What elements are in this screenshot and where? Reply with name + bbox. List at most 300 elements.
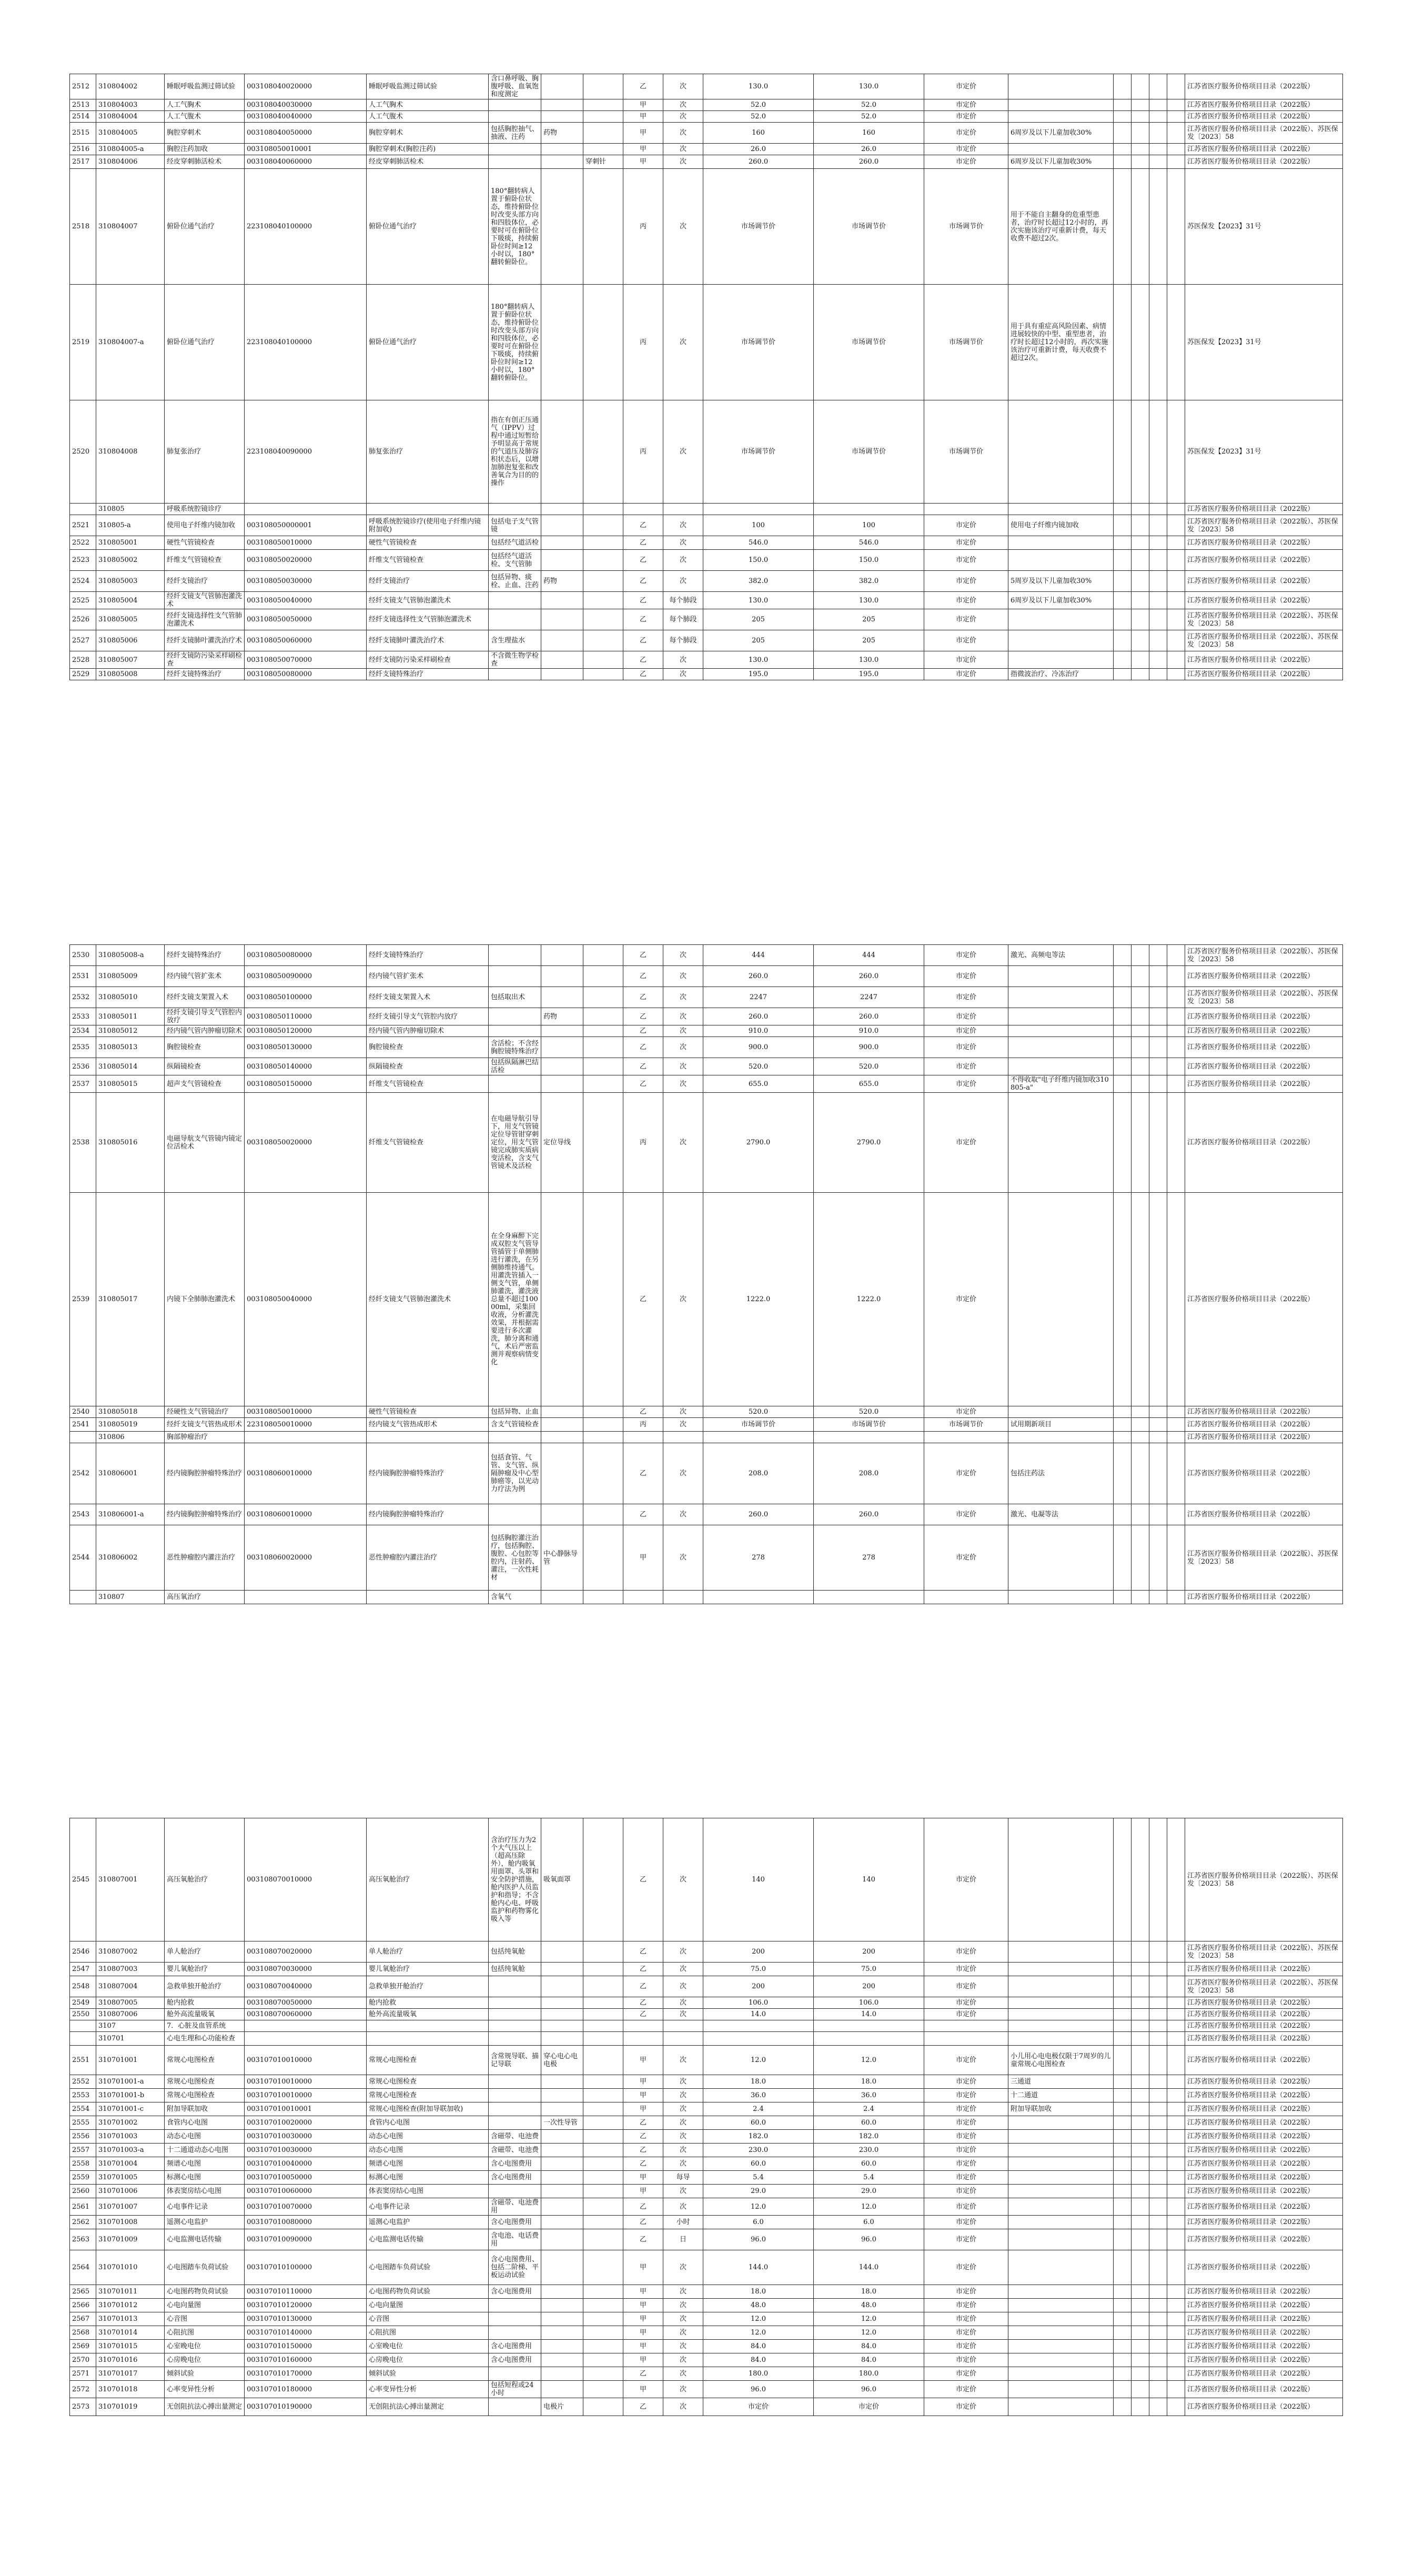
cell-name: 倾斜试验 [165, 2367, 245, 2381]
cell-cc: 003107010010001 [245, 2102, 367, 2116]
cell-code: 310807004 [96, 1976, 165, 1997]
cell-no: 2536 [70, 1058, 96, 1075]
cell-cname: 经内镜气管扩张术 [367, 966, 489, 987]
cell-e3 [1149, 2171, 1167, 2185]
cell-cname: 经皮穿刺肺活检术 [367, 155, 489, 169]
table-row [70, 285, 1343, 400]
cell-type: 市定价 [924, 1976, 1008, 1997]
cell-cname: 心室晚电位 [367, 2340, 489, 2353]
cell-p1: 195.0 [703, 669, 814, 680]
cell-p2: 48.0 [814, 2299, 924, 2312]
cell-e1 [1114, 2171, 1132, 2185]
cell-e3 [1149, 111, 1167, 123]
cell-unit: 次 [663, 987, 703, 1008]
cell-p1: 52.0 [703, 111, 814, 123]
cell-e3 [1149, 2398, 1167, 2416]
cell-exc [541, 1504, 583, 1525]
cell-exc: 电极片 [541, 2398, 583, 2416]
cell-content [489, 1008, 541, 1025]
cell-content: 不含微生物学检查 [489, 651, 541, 669]
cell-code: 310805019 [96, 1418, 165, 1432]
cell-e3 [1149, 2326, 1167, 2340]
cell-remark [1008, 2340, 1114, 2353]
cell-remark: 激光、电凝等法 [1008, 1504, 1114, 1525]
cell-p1: 12.0 [703, 2312, 814, 2326]
cell-p1: 106.0 [703, 1997, 814, 2009]
cell-e3 [1149, 1504, 1167, 1525]
cell-p1: 市场调节价 [703, 400, 814, 504]
cell-e2 [1132, 592, 1149, 609]
cell-type: 市定价 [924, 1025, 1008, 1037]
cell-unit_note [583, 592, 623, 609]
cell-e1 [1114, 571, 1132, 592]
cell-no: 2527 [70, 630, 96, 651]
cell-e3 [1149, 1406, 1167, 1418]
cell-p2: 18.0 [814, 2285, 924, 2299]
cell-type: 市场调节价 [924, 400, 1008, 504]
cell-type: 市定价 [924, 2089, 1008, 2102]
cell-e1 [1114, 1963, 1132, 1976]
cell-p2: 60.0 [814, 2116, 924, 2130]
cell-name: 心阻抗图 [165, 2326, 245, 2340]
cell-e3 [1149, 2144, 1167, 2157]
cell-p2: 14.0 [814, 2009, 924, 2020]
cell-e1 [1114, 144, 1132, 155]
cell-code: 310805012 [96, 1025, 165, 1037]
cell-type: 市定价 [924, 1075, 1008, 1093]
cell-code: 310805005 [96, 609, 165, 630]
cell-content: 含电池、电话费用 [489, 2229, 541, 2250]
cell-no: 2570 [70, 2353, 96, 2367]
cell-remark [1008, 1008, 1114, 1025]
cell-p2: 1222.0 [814, 1193, 924, 1406]
cell-content [489, 144, 541, 155]
cell-e3 [1149, 74, 1167, 99]
cell-remark: 使用电子纤维内镜加收 [1008, 515, 1114, 536]
cell-content [489, 1997, 541, 2009]
table-row [70, 550, 1343, 571]
cell-p1: 60.0 [703, 2157, 814, 2171]
cell-exc [541, 2009, 583, 2020]
cell-remark: 5周岁及以下儿童加收30% [1008, 571, 1114, 592]
cell-no: 2512 [70, 74, 96, 99]
cell-p1: 84.0 [703, 2353, 814, 2367]
cell-remark: 小儿用心电电极仅限于7周岁的儿童常规心电图检查 [1008, 2046, 1114, 2075]
cell-e1 [1114, 2312, 1132, 2326]
cell-no: 2557 [70, 2144, 96, 2157]
cell-no: 2530 [70, 945, 96, 966]
cell-exc [541, 2250, 583, 2285]
cell-cname: 胸腔穿刺术 [367, 123, 489, 144]
cell-content: 含心电图费用 [489, 2216, 541, 2229]
cell-cname: 无创阻抗法心搏出量测定 [367, 2398, 489, 2416]
cell-remark: 三通道 [1008, 2075, 1114, 2089]
cell-e2 [1132, 945, 1149, 966]
cell-e3 [1149, 2312, 1167, 2326]
cell-e3 [1149, 2216, 1167, 2229]
cell-cname [367, 2032, 489, 2046]
cell-content: 包括纯氧舱 [489, 1941, 541, 1963]
table-row [70, 1418, 1343, 1432]
cell-unit: 次 [663, 550, 703, 571]
cell-remark [1008, 2326, 1114, 2340]
cell-p1: 230.0 [703, 2144, 814, 2157]
table-row [70, 2102, 1343, 2116]
cell-cc: 003108070040000 [245, 1976, 367, 1997]
cell-src: 江苏省医疗服务价格项目目录（2022版） [1185, 2216, 1343, 2229]
cell-type: 市定价 [924, 1941, 1008, 1963]
cell-no: 2551 [70, 2046, 96, 2075]
cell-e2 [1132, 2130, 1149, 2144]
cell-name: 经纤支镜肺叶灌洗治疗术 [165, 630, 245, 651]
cell-e1 [1114, 2185, 1132, 2198]
cell-no: 2526 [70, 609, 96, 630]
cell-cname: 经纤支镜肺叶灌洗治疗术 [367, 630, 489, 651]
cell-p1: 144.0 [703, 2250, 814, 2285]
cell-cls: 甲 [623, 2250, 663, 2285]
table-row [70, 504, 1343, 515]
cell-e3 [1149, 1997, 1167, 2009]
cell-cc: 003108050070000 [245, 651, 367, 669]
cell-cc: 003107010030000 [245, 2144, 367, 2157]
cell-e4 [1167, 2312, 1185, 2326]
cell-code: 310807005 [96, 1997, 165, 2009]
cell-src: 江苏省医疗服务价格项目目录（2022版）、苏医保发〔2023〕58 [1185, 1525, 1343, 1591]
cell-exc [541, 1075, 583, 1093]
cell-p1: 260.0 [703, 966, 814, 987]
cell-content: 包括纵隔淋巴结活检 [489, 1058, 541, 1075]
cell-remark [1008, 2198, 1114, 2216]
cell-e2 [1132, 515, 1149, 536]
cell-e4 [1167, 1997, 1185, 2009]
cell-type: 市定价 [924, 123, 1008, 144]
cell-unit: 次 [663, 2075, 703, 2089]
cell-unit: 次 [663, 2198, 703, 2216]
cell-no: 2543 [70, 1504, 96, 1525]
cell-cc: 223108040090000 [245, 400, 367, 504]
cell-e2 [1132, 2089, 1149, 2102]
cell-p2: 520.0 [814, 1406, 924, 1418]
cell-unit: 次 [663, 2130, 703, 2144]
cell-unit: 次 [663, 2250, 703, 2285]
cell-unit: 次 [663, 99, 703, 111]
cell-no: 2516 [70, 144, 96, 155]
cell-cc: 003108050040000 [245, 1193, 367, 1406]
cell-p2: 130.0 [814, 592, 924, 609]
cell-unit_note [583, 550, 623, 571]
cell-e1 [1114, 285, 1132, 400]
cell-no: 2524 [70, 571, 96, 592]
cell-remark [1008, 2285, 1114, 2299]
cell-name: 肺复张治疗 [165, 400, 245, 504]
cell-name: 经内镜气管扩张术 [165, 966, 245, 987]
cell-p2: 2790.0 [814, 1093, 924, 1193]
cell-cc: 003108050000001 [245, 515, 367, 536]
cell-p1: 75.0 [703, 1963, 814, 1976]
cell-e4 [1167, 2353, 1185, 2367]
cell-no: 2556 [70, 2130, 96, 2144]
cell-remark [1008, 651, 1114, 669]
cell-src: 江苏省医疗服务价格项目目录（2022版）、苏医保发〔2023〕58 [1185, 987, 1343, 1008]
cell-src: 江苏省医疗服务价格项目目录（2022版） [1185, 2046, 1343, 2075]
cell-e1 [1114, 123, 1132, 144]
cell-cname: 人工气腹术 [367, 111, 489, 123]
cell-p1: 84.0 [703, 2340, 814, 2353]
cell-content [489, 2020, 541, 2032]
cell-content: 含磁带、电池费 [489, 2130, 541, 2144]
cell-e2 [1132, 2312, 1149, 2326]
cell-e3 [1149, 987, 1167, 1008]
cell-cc: 003108060010000 [245, 1504, 367, 1525]
cell-code: 310804006 [96, 155, 165, 169]
cell-name: 经内镜胸腔肿瘤特殊治疗 [165, 1443, 245, 1504]
cell-src: 江苏省医疗服务价格项目目录（2022版）、苏医保发〔2023〕58 [1185, 945, 1343, 966]
cell-unit_note [583, 111, 623, 123]
cell-e3 [1149, 1432, 1167, 1443]
cell-cls: 甲 [623, 2353, 663, 2367]
cell-src: 江苏省医疗服务价格项目目录（2022版） [1185, 2367, 1343, 2381]
cell-e2 [1132, 1093, 1149, 1193]
cell-type: 市定价 [924, 1963, 1008, 1976]
cell-e3 [1149, 285, 1167, 400]
table-row [70, 2216, 1343, 2229]
cell-src: 江苏省医疗服务价格项目目录（2022版） [1185, 1008, 1343, 1025]
table-row [70, 1193, 1343, 1406]
cell-cc: 003108070030000 [245, 1963, 367, 1976]
cell-unit: 次 [663, 2299, 703, 2312]
cell-exc [541, 2353, 583, 2367]
cell-e1 [1114, 651, 1132, 669]
cell-src: 江苏省医疗服务价格项目目录（2022版）、苏医保发〔2023〕58 [1185, 1976, 1343, 1997]
cell-name: 胸腔镜检查 [165, 1037, 245, 1058]
cell-p1: 900.0 [703, 1037, 814, 1058]
cell-cls: 乙 [623, 987, 663, 1008]
price-table-2 [69, 944, 1343, 1604]
cell-e4 [1167, 2299, 1185, 2312]
cell-type: 市定价 [924, 651, 1008, 669]
cell-content: 含生理盐水 [489, 630, 541, 651]
cell-e2 [1132, 1406, 1149, 1418]
cell-e1 [1114, 987, 1132, 1008]
cell-unit_note [583, 1008, 623, 1025]
cell-e3 [1149, 155, 1167, 169]
cell-unit: 每导 [663, 2171, 703, 2185]
cell-e1 [1114, 945, 1132, 966]
cell-cname: 经纤支镜防污染采样刷检查 [367, 651, 489, 669]
cell-unit: 次 [663, 2157, 703, 2171]
cell-unit_note [583, 2216, 623, 2229]
cell-type [924, 2020, 1008, 2032]
cell-src: 江苏省医疗服务价格项目目录（2022版） [1185, 1025, 1343, 1037]
cell-cc: 003108040020000 [245, 74, 367, 99]
cell-p2: 200 [814, 1976, 924, 1997]
cell-unit: 次 [663, 1406, 703, 1418]
cell-content [489, 2299, 541, 2312]
cell-e1 [1114, 2285, 1132, 2299]
cell-remark [1008, 1037, 1114, 1058]
table-row [70, 1963, 1343, 1976]
cell-unit: 次 [663, 2367, 703, 2381]
cell-p2: 100 [814, 515, 924, 536]
cell-exc [541, 1976, 583, 1997]
cell-cname: 动态心电图 [367, 2130, 489, 2144]
cell-cc: 003108040060000 [245, 155, 367, 169]
cell-p2 [814, 1591, 924, 1604]
cell-p1 [703, 1432, 814, 1443]
cell-code: 310806 [96, 1432, 165, 1443]
cell-cname: 遥测心电监护 [367, 2216, 489, 2229]
cell-e4 [1167, 2398, 1185, 2416]
cell-cc: 003107010040000 [245, 2157, 367, 2171]
table-row [70, 1976, 1343, 1997]
cell-code: 310701010 [96, 2250, 165, 2285]
cell-code: 310701012 [96, 2299, 165, 2312]
table-row [70, 2381, 1343, 2398]
cell-name: 经纤支镜支气管肺泡灌洗术 [165, 592, 245, 609]
cell-p2: 6.0 [814, 2216, 924, 2229]
cell-name: 体表窦房结心电图 [165, 2185, 245, 2198]
cell-p2: 546.0 [814, 536, 924, 550]
cell-p1: 205 [703, 630, 814, 651]
cell-type: 市定价 [924, 2398, 1008, 2416]
cell-type [924, 2032, 1008, 2046]
cell-p2: 12.0 [814, 2312, 924, 2326]
table-row [70, 945, 1343, 966]
cell-type: 市定价 [924, 966, 1008, 987]
cell-e1 [1114, 536, 1132, 550]
cell-unit_note [583, 1037, 623, 1058]
cell-exc [541, 2229, 583, 2250]
cell-type: 市定价 [924, 1406, 1008, 1418]
cell-e2 [1132, 2299, 1149, 2312]
cell-cname: 硬性气管镜检查 [367, 536, 489, 550]
table-row [70, 1058, 1343, 1075]
cell-e4 [1167, 2216, 1185, 2229]
cell-cc: 003108050140000 [245, 1058, 367, 1075]
cell-cc: 003107010080000 [245, 2216, 367, 2229]
cell-e4 [1167, 987, 1185, 1008]
cell-e4 [1167, 550, 1185, 571]
cell-e4 [1167, 2250, 1185, 2285]
cell-type [924, 1432, 1008, 1443]
cell-cc: 003108040050000 [245, 123, 367, 144]
cell-unit_note [583, 2089, 623, 2102]
cell-code: 310701013 [96, 2312, 165, 2326]
cell-remark [1008, 400, 1114, 504]
cell-e3 [1149, 144, 1167, 155]
cell-p2: 84.0 [814, 2353, 924, 2367]
cell-p1: 150.0 [703, 550, 814, 571]
cell-code: 310701017 [96, 2367, 165, 2381]
cell-cname: 经纤支镜支架置入术 [367, 987, 489, 1008]
cell-e1 [1114, 2326, 1132, 2340]
cell-e3 [1149, 1976, 1167, 1997]
cell-cc: 003107010090000 [245, 2229, 367, 2250]
cell-unit_note [583, 2116, 623, 2130]
table-row [70, 1591, 1343, 1604]
table-row [70, 111, 1343, 123]
cell-e3 [1149, 2157, 1167, 2171]
cell-remark: 不得收取"电子纤维内镜加收310805-a" [1008, 1075, 1114, 1093]
table-row [70, 1025, 1343, 1037]
cell-name: 经纤支镜引导支气管腔内放疗 [165, 1008, 245, 1025]
cell-e2 [1132, 1432, 1149, 1443]
cell-e3 [1149, 2250, 1167, 2285]
cell-e3 [1149, 2032, 1167, 2046]
cell-unit_note [583, 1075, 623, 1093]
cell-unit: 次 [663, 400, 703, 504]
table-row [70, 966, 1343, 987]
cell-e4 [1167, 1406, 1185, 1418]
cell-unit: 次 [663, 571, 703, 592]
table-row [70, 2116, 1343, 2130]
cell-name: 动态心电图 [165, 2130, 245, 2144]
cell-remark: 6周岁及以下儿童加收30% [1008, 123, 1114, 144]
cell-type: 市定价 [924, 2171, 1008, 2185]
cell-e1 [1114, 1525, 1132, 1591]
cell-src: 江苏省医疗服务价格项目目录（2022版） [1185, 2398, 1343, 2416]
cell-exc [541, 285, 583, 400]
cell-unit_note [583, 2157, 623, 2171]
table-row [70, 2130, 1343, 2144]
cell-e1 [1114, 609, 1132, 630]
cell-unit_note [583, 2032, 623, 2046]
cell-p1: 2247 [703, 987, 814, 1008]
cell-unit: 次 [663, 2353, 703, 2367]
cell-cc: 003108070020000 [245, 1941, 367, 1963]
cell-cname: 心房晚电位 [367, 2353, 489, 2367]
cell-content [489, 669, 541, 680]
cell-code: 310804005 [96, 123, 165, 144]
cell-unit: 次 [663, 144, 703, 155]
cell-remark [1008, 1025, 1114, 1037]
cell-e3 [1149, 2198, 1167, 2216]
cell-e1 [1114, 2250, 1132, 2285]
cell-e1 [1114, 1193, 1132, 1406]
cell-unit: 次 [663, 2102, 703, 2116]
cell-src: 江苏省医疗服务价格项目目录（2022版） [1185, 2198, 1343, 2216]
cell-e4 [1167, 2285, 1185, 2299]
cell-exc [541, 550, 583, 571]
cell-cc: 003108050120000 [245, 1025, 367, 1037]
cell-exc [541, 1037, 583, 1058]
cell-content [489, 966, 541, 987]
cell-code: 310804008 [96, 400, 165, 504]
cell-remark [1008, 2216, 1114, 2229]
cell-code: 310701003 [96, 2130, 165, 2144]
cell-p1: 市定价 [703, 2398, 814, 2416]
cell-e2 [1132, 2046, 1149, 2075]
cell-type: 市定价 [924, 630, 1008, 651]
cell-src: 江苏省医疗服务价格项目目录（2022版） [1185, 2130, 1343, 2144]
cell-unit: 次 [663, 1418, 703, 1432]
cell-cc: 003107010010000 [245, 2046, 367, 2075]
cell-content: 包括经气道活检、支气管肺 [489, 550, 541, 571]
cell-src: 江苏省医疗服务价格项目目录（2022版） [1185, 1418, 1343, 1432]
cell-e4 [1167, 2144, 1185, 2157]
cell-exc [541, 1193, 583, 1406]
cell-content [489, 2398, 541, 2416]
cell-e4 [1167, 630, 1185, 651]
cell-unit_note [583, 144, 623, 155]
cell-cls: 乙 [623, 609, 663, 630]
cell-cls: 乙 [623, 669, 663, 680]
cell-remark [1008, 536, 1114, 550]
cell-e3 [1149, 515, 1167, 536]
cell-code: 310807002 [96, 1941, 165, 1963]
cell-code: 310701002 [96, 2116, 165, 2130]
cell-e4 [1167, 1443, 1185, 1504]
